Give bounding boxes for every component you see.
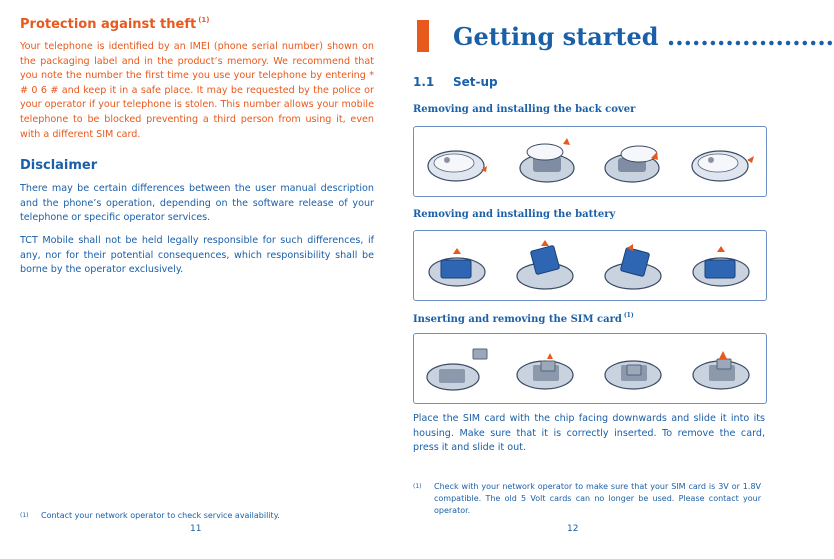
phone-sim-illustration [423,341,493,397]
orange-arrow-icon [747,156,754,163]
theft-body: Your telephone is identified by an IMEI (phone serial number) shown on the packaging label and in the product’s memory. We recommend that you note the number the first time you use your telephone by entering * # 0 6 # and keep it in a safe place. It may be requested by the police or your operator if your telephone is stolen. This number allows your mobile telephone to be blocked preventing a third person from using it, even with a different SIM card. [20,41,374,140]
left-footnote-text: Contact your network operator to check service availability. [41,511,280,520]
phone-back-cover-illustration [599,134,669,190]
page-number-right: 12 [567,524,579,534]
sim-footnote-mark: (1) [623,312,634,319]
right-page [393,0,834,559]
left-page [0,0,393,559]
phone-battery-illustration [599,238,669,294]
figure-heading-back-cover: Removing and installing the back cover [413,104,636,115]
disclaimer-paragraph-2: TCT Mobile shall not be held legally responsible for such differences, if any, nor for their potential consequences, which responsibility shall be borne by the operator exclusively. [20,235,374,276]
orange-arrow-icon [719,351,727,359]
chapter-number-bar [417,20,429,52]
phone-battery-illustration [687,238,757,294]
right-footnote [413,481,761,517]
chapter-title: Getting started .................... [453,22,834,51]
disclaimer-heading: Disclaimer [20,158,98,173]
phone-back-cover-illustration [511,134,581,190]
orange-arrow-icon [717,246,725,252]
figure-heading-sim: Inserting and removing the SIM card $^{(1)}$ [413,312,634,325]
figure-back-cover [413,126,767,197]
orange-arrow-icon [563,138,570,145]
theft-footnote-mark: (1) [198,16,210,24]
left-footnote-mark: (1) [20,512,29,519]
sim-instructions: Place the SIM card with the chip facing downwards and slide it into its housing. Make sure that it is correctly inserted. To remove the card, press it and slide it out. [413,413,765,454]
figure-sim [413,333,767,404]
figure-heading-battery: Removing and installing the battery [413,209,616,220]
right-footnote-mark: (1) [413,483,422,490]
orange-arrow-icon [547,353,553,359]
right-footnote-text: Check with your network operator to make sure that your SIM card is 3V or 1.8V compatible. The old 5 Volt cards can no longer be used. Please contact your operator. [434,482,761,515]
figure-battery [413,230,767,301]
section-title: Set-up [453,75,498,89]
section-number: 1.1 [413,75,435,89]
phone-sim-illustration [687,341,757,397]
phone-sim-illustration [599,341,669,397]
phone-back-cover-illustration [423,134,493,190]
orange-arrow-icon [453,248,461,254]
orange-arrow-icon [541,240,549,246]
phone-battery-illustration [423,238,493,294]
disclaimer-paragraph-1: There may be certain differences between the user manual description and the phone’s operation, depending on the software release of your telephone or specific operator services. [20,183,374,224]
phone-back-cover-illustration [687,134,757,190]
page-number-left: 11 [190,524,202,534]
phone-sim-illustration [511,341,581,397]
phone-battery-illustration [511,238,581,294]
theft-heading: Protection against theft $^{(1)}$ [20,16,210,32]
